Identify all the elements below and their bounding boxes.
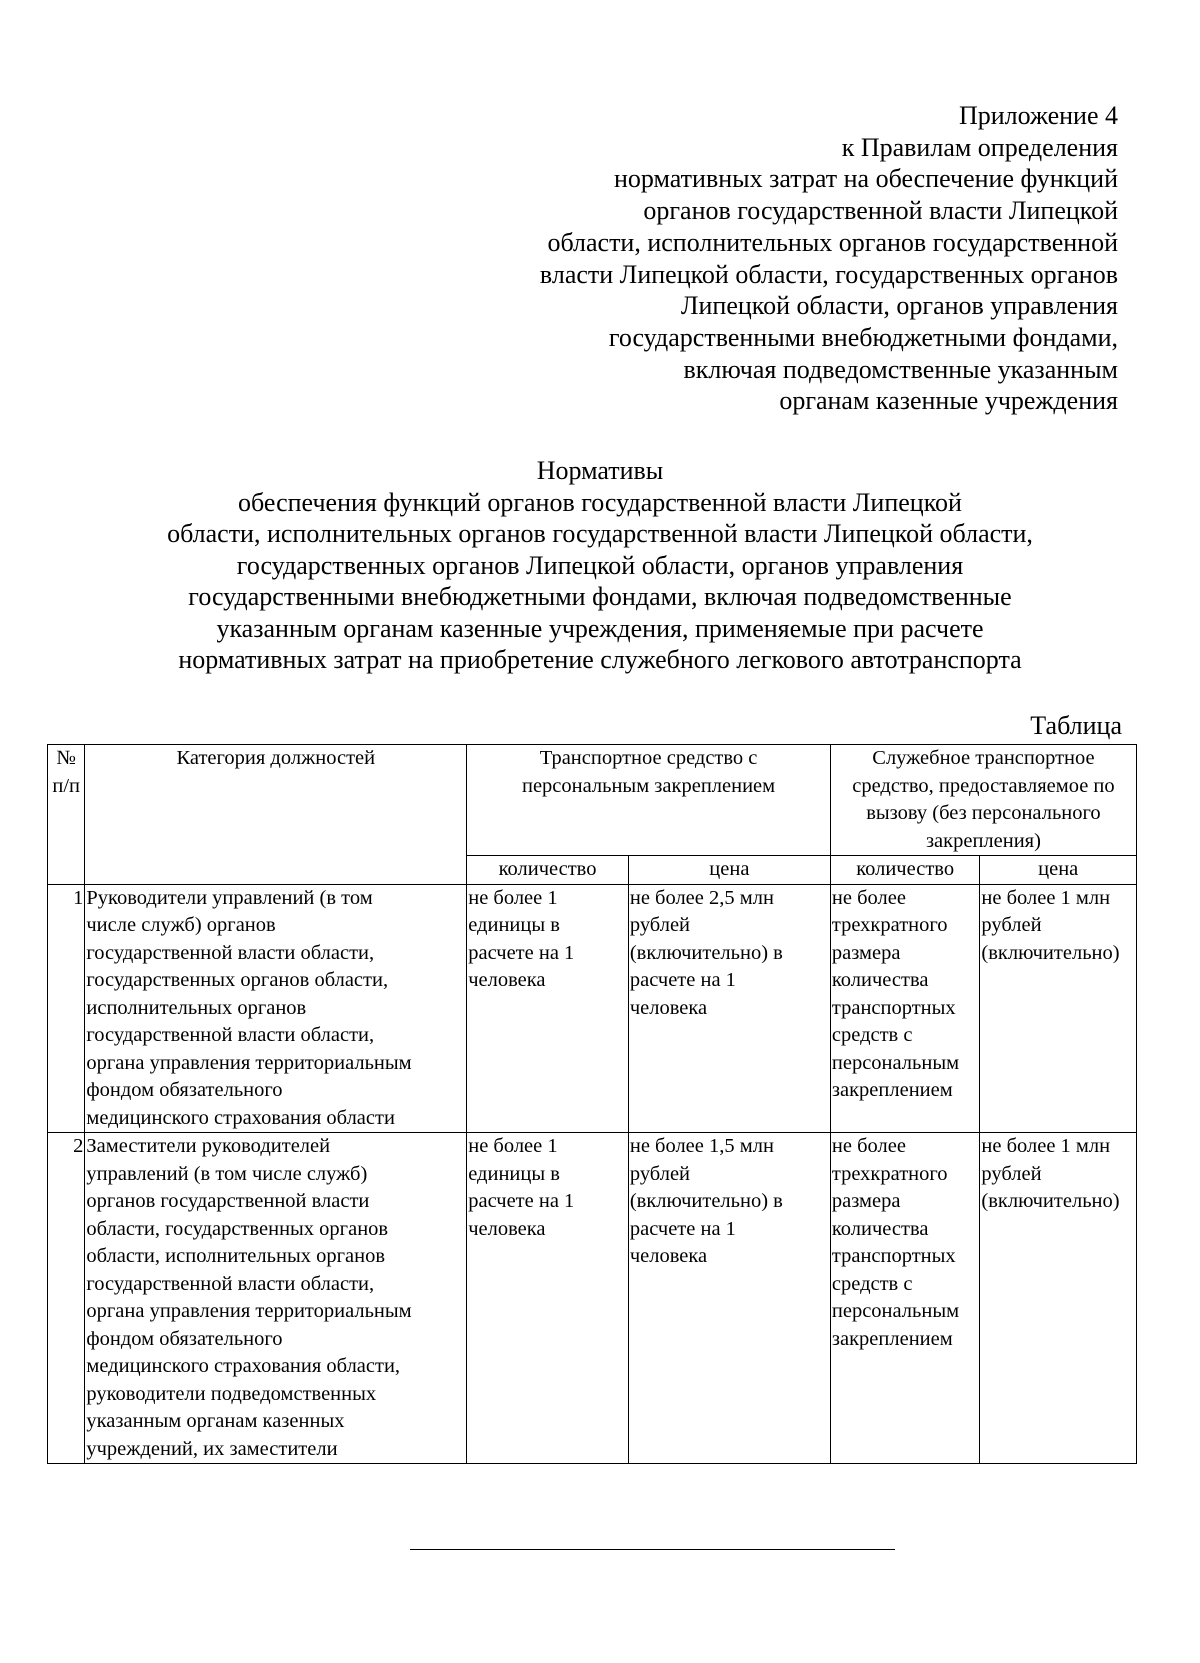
- subheader-personal-price: цена: [628, 856, 830, 885]
- row-personal-price: не более 1,5 млн рублей (включительно) в расчете на 1 человека: [628, 1133, 830, 1464]
- row-oncall-qty: не более трехкратного размера количества транспортных средств с персональным закреплением: [830, 884, 980, 1133]
- row-oncall-price: не более 1 млн рублей (включительно): [980, 884, 1137, 1133]
- appendix-line: органам казенные учреждения: [779, 386, 1118, 416]
- row-number: 1: [48, 884, 85, 1133]
- appendix-line: нормативных затрат на обеспечение функций: [614, 164, 1118, 194]
- norms-subtitle-line: области, исполнительных органов государственной власти Липецкой области,: [167, 519, 1033, 548]
- subheader-oncall-qty: количество: [830, 856, 980, 885]
- appendix-line: власти Липецкой области, государственных органов: [539, 259, 1118, 289]
- norms-title: Нормативы: [536, 456, 664, 485]
- table-header-row: [48, 745, 1137, 856]
- subheader-oncall-price: цена: [980, 856, 1137, 885]
- header-num: № п/п: [48, 745, 85, 885]
- footer-divider: [410, 1549, 895, 1550]
- appendix-line: Липецкой области, органов управления: [680, 291, 1118, 321]
- norms-subtitle-line: государственными внебюджетными фондами, включая подведомственные: [188, 582, 1012, 611]
- norms-subtitle-line: обеспечения функций органов государственной власти Липецкой: [238, 487, 962, 517]
- table-label: Таблица: [1030, 711, 1122, 740]
- norms-subtitle-line: указанным органам казенные учреждения, применяемые при расчете: [216, 613, 984, 643]
- header-personal-vehicle: Транспортное средство с персональным закреплением: [467, 745, 831, 856]
- appendix-line: включая подведомственные указанным: [683, 354, 1118, 384]
- table-row: [48, 1133, 1137, 1464]
- appendix-line: государственными внебюджетными фондами,: [608, 322, 1118, 352]
- row-personal-qty: не более 1 единицы в расчете на 1 человека: [467, 884, 629, 1133]
- appendix-line: к Правилам определения: [841, 132, 1118, 162]
- row-number: 2: [48, 1133, 85, 1464]
- appendix-line: области, исполнительных органов государственной: [547, 227, 1118, 257]
- header-oncall-vehicle: Служебное транспортное средство, предоставляемое по вызову (без персонального закрепления): [830, 745, 1136, 856]
- row-category: Руководители управлений (в том числе служб) органов государственной власти области, государственных органов области, исполнительных органов государственной власти области, органа управления территориальным фондом обязательного медицинского страхования области: [85, 884, 467, 1133]
- appendix-line: органов государственной власти Липецкой: [643, 196, 1118, 226]
- norms-subtitle-line: государственных органов Липецкой области, органов управления: [236, 550, 964, 580]
- row-oncall-qty: не более трехкратного размера количества транспортных средств с персональным закреплением: [830, 1133, 980, 1464]
- norms-subtitle-line: нормативных затрат на приобретение служебного легкового автотранспорта: [178, 645, 1022, 674]
- header-category: Категория должностей: [85, 745, 467, 885]
- norms-table: [47, 744, 1137, 1464]
- row-personal-qty: не более 1 единицы в расчете на 1 человека: [467, 1133, 629, 1464]
- norms-title-block: [60, 455, 1140, 676]
- appendix-heading: [380, 100, 1118, 417]
- subheader-personal-qty: количество: [467, 856, 629, 885]
- table-row: [48, 884, 1137, 1133]
- row-personal-price: не более 2,5 млн рублей (включительно) в расчете на 1 человека: [628, 884, 830, 1133]
- appendix-line: Приложение 4: [958, 101, 1118, 130]
- row-category: Заместители руководителей управлений (в том числе служб) органов государственной власти области, государственных органов области, исполнительных органов государственной власти области, органа управления территориальным фондом обязательного медицинского страхования области, руководители подведомственных указанным органам казенных учреждений, их заместители: [85, 1133, 467, 1464]
- row-oncall-price: не более 1 млн рублей (включительно): [980, 1133, 1137, 1464]
